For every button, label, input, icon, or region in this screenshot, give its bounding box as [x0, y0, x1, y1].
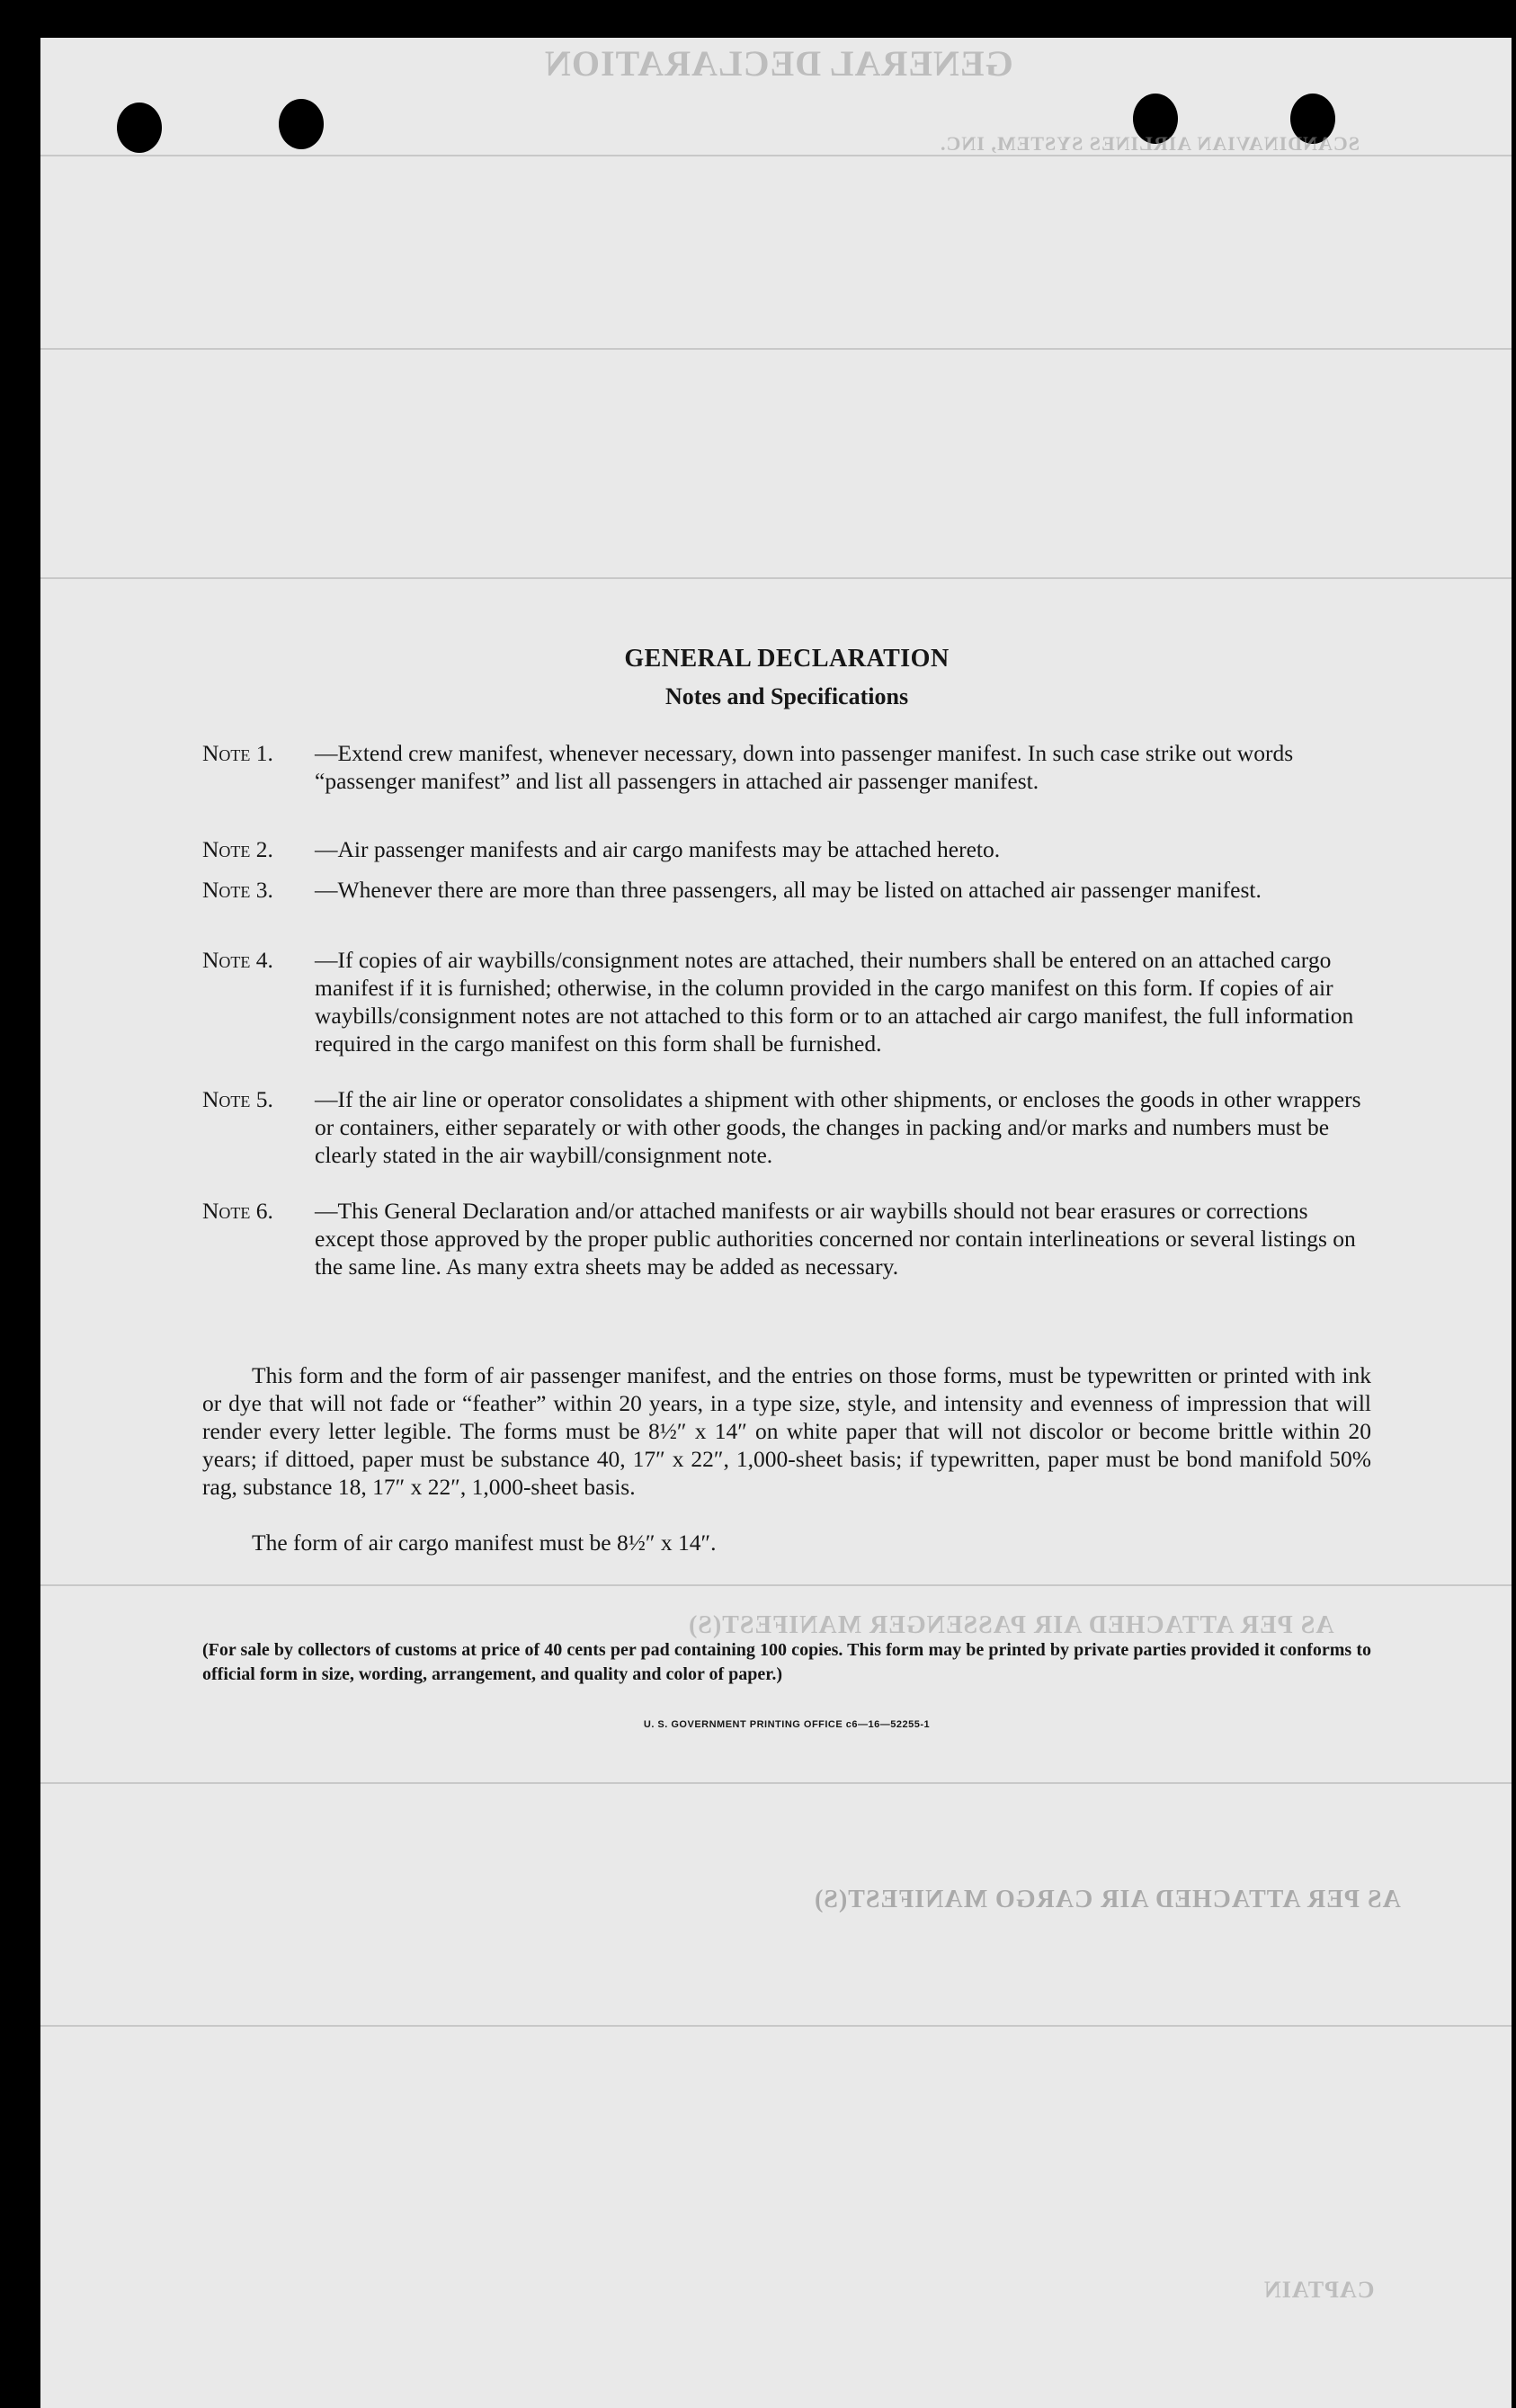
punch-hole-1	[117, 103, 162, 153]
page-title: GENERAL DECLARATION	[624, 645, 950, 673]
note-label: Note 6.	[202, 1198, 273, 1224]
bleed-through-rule	[40, 155, 1512, 156]
bleed-through-rule	[40, 348, 1512, 350]
bleed-through-passenger: AS PER ATTACHED AIR PASSENGER MANIFEST(S)	[688, 1611, 1334, 1639]
note-text: —If the air line or operator consolidates a shipment with other shipments, or encloses the goods in other wrappers or containers, either separately or with other goods, the changes in packing and/or marks and numbers must be clearly stated in the air waybill/consignment note.	[315, 1086, 1361, 1168]
note-label: Note 3.	[202, 877, 273, 903]
note-text: —Extend crew manifest, whenever necessary, down into passenger manifest. In such case strike out words “passenger manifest” and list all passengers in attached air passenger manifest.	[315, 740, 1294, 794]
note-text: —Air passenger manifests and air cargo manifests may be attached hereto.	[315, 836, 1001, 862]
bleed-through-cargo: AS PER ATTACHED AIR CARGO MANIFEST(S)	[814, 1886, 1401, 1913]
note-3	[202, 876, 1371, 904]
printer-imprint: U. S. GOVERNMENT PRINTING OFFICE c6—16—52255-1	[643, 1719, 931, 1730]
page-subtitle: Notes and Specifications	[664, 683, 909, 709]
sale-note: (For sale by collectors of customs at price of 40 cents per pad containing 100 copies. This form may be printed by private parties provided it conforms to official form in size, wording, arrangement, and quality and color of paper.)	[202, 1640, 1371, 1684]
note-label: Note 1.	[202, 740, 273, 766]
note-4	[202, 946, 1371, 1057]
document-page	[40, 38, 1512, 2408]
note-text: —If copies of air waybills/consignment notes are attached, their numbers shall be entered on an attached cargo manifest if it is furnished; otherwise, in the column provided in the cargo manifest on this form. If copies of air waybills/consignment notes are not attached to this form or to an attached air cargo manifest, the full information required in the cargo manifest on this form shall be furnished.	[315, 947, 1354, 1057]
bleed-through-airline: SCANDINAVIAN AIRLINES SYSTEM, INC.	[940, 132, 1360, 155]
bleed-through-rule	[40, 2025, 1512, 2027]
note-5	[202, 1085, 1371, 1169]
note-2	[202, 835, 1371, 863]
bleed-through-header: GENERAL DECLARATION	[544, 43, 1013, 84]
note-text: —Whenever there are more than three passengers, all may be listed on attached air passenger manifest.	[315, 877, 1262, 903]
note-1	[202, 739, 1371, 795]
note-6	[202, 1197, 1371, 1280]
note-text: —This General Declaration and/or attached manifests or air waybills should not bear erasures or corrections except those approved by the proper public authorities concerned nor contain interlineations or several listings on the same line. As many extra sheets may be added as necessary.	[315, 1198, 1356, 1280]
note-label: Note 5.	[202, 1086, 273, 1112]
note-label: Note 4.	[202, 947, 273, 973]
bleed-through-rule	[40, 1782, 1512, 1784]
paper-specification-paragraph: This form and the form of air passenger manifest, and the entries on those forms, must be typewritten or printed with ink or dye that will not fade or “feather” within 20 years, in a type size, style, and intensity and evenness of impression that will render every letter legible. The forms must be 8½″ x 14″ on white paper that will not discolor or become brittle within 20 years; if dittoed, paper must be substance 40, 17″ x 22″, 1,000-sheet basis; if typewritten, paper must be bond manifold 50% rag, substance 18, 17″ x 22″, 1,000-sheet basis.	[202, 1362, 1371, 1500]
cargo-form-size-paragraph: The form of air cargo manifest must be 8½″ x 14″.	[252, 1530, 717, 1556]
note-label: Note 2.	[202, 836, 273, 862]
bleed-through-rule	[40, 1584, 1512, 1586]
punch-hole-2	[279, 99, 324, 149]
bleed-through-captain: CAPTAIN	[1263, 2277, 1375, 2303]
bleed-through-rule	[40, 577, 1512, 579]
